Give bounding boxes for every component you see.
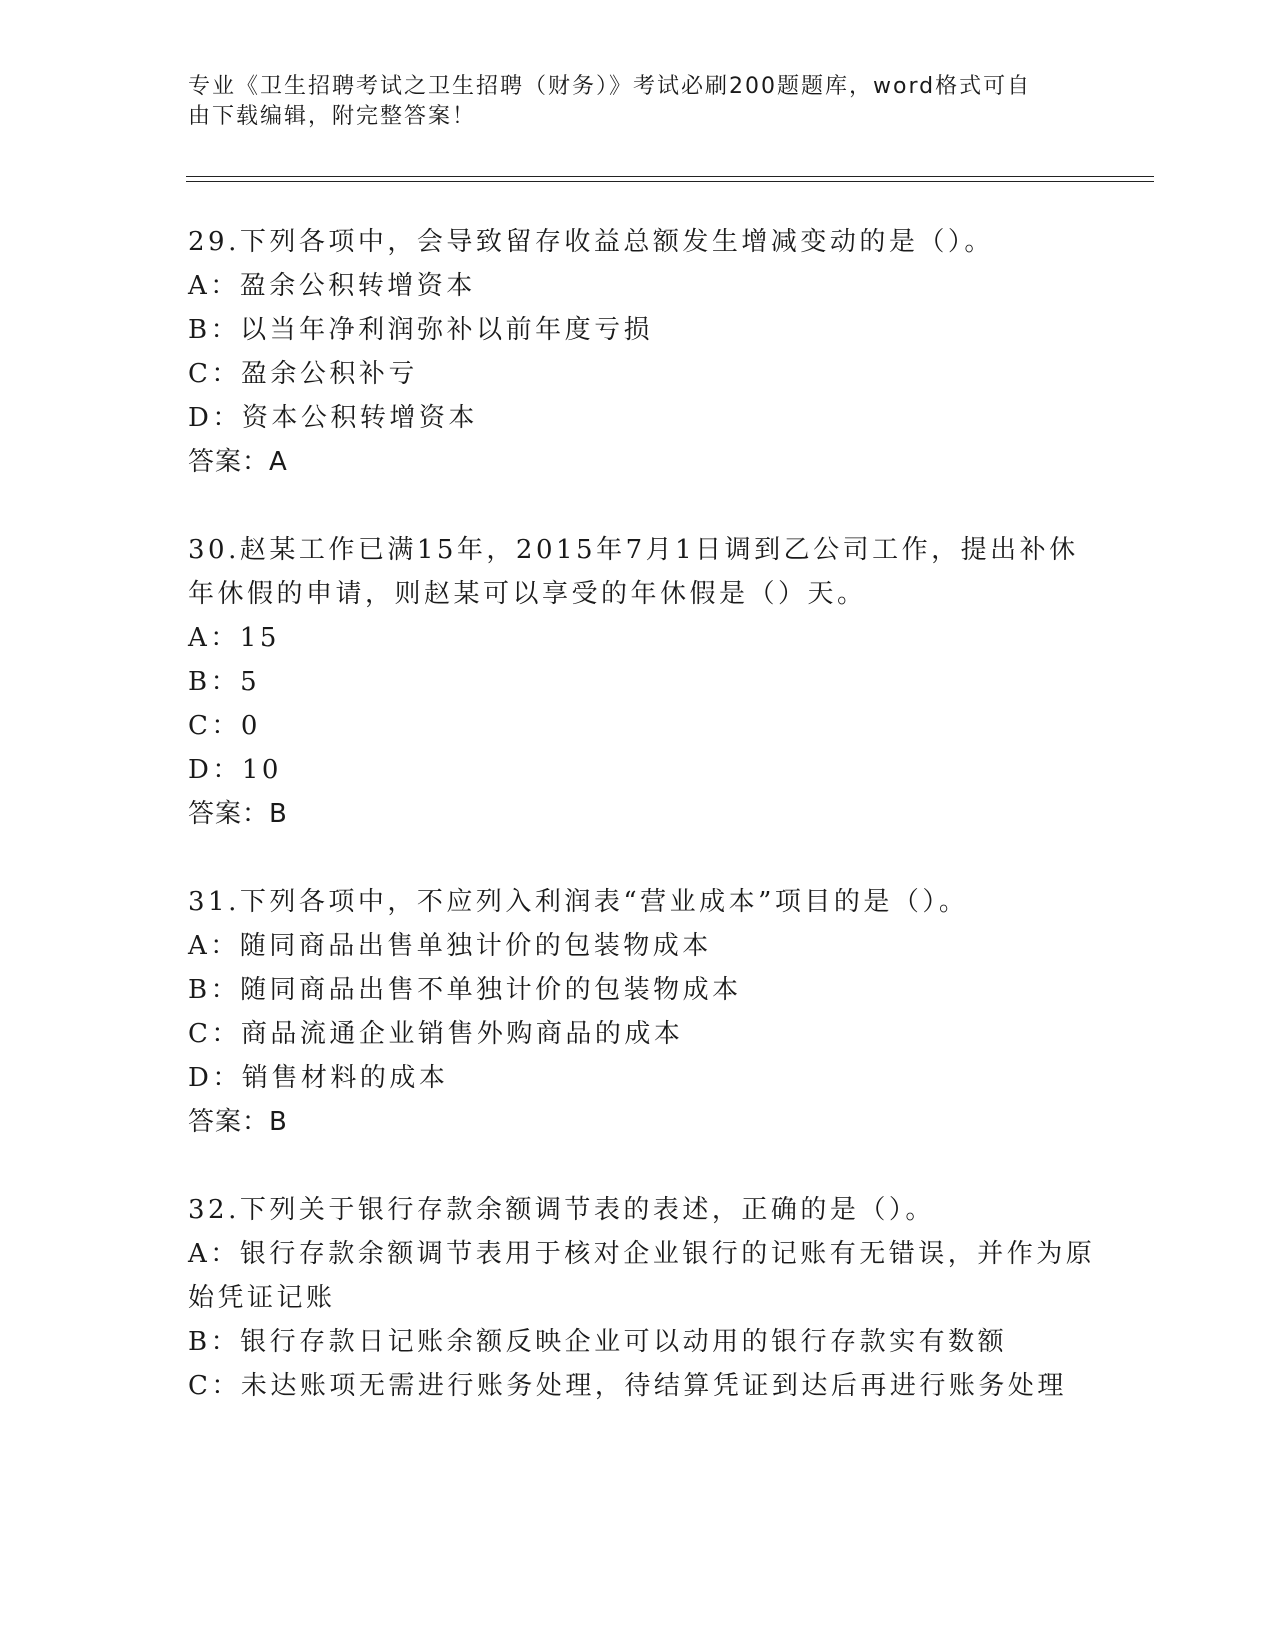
question-31-option-c: C：商品流通企业销售外购商品的成本	[188, 1019, 684, 1049]
header-divider-bottom	[186, 181, 1154, 182]
question-32-option-a-line-1: A：银行存款余额调节表用于核对企业银行的记账有无错误，并作为原	[188, 1239, 1096, 1269]
header-divider-top	[186, 176, 1154, 177]
question-31-option-a: A：随同商品出售单独计价的包装物成本	[188, 931, 712, 961]
question-29-stem: 29.下列各项中，会导致留存收益总额发生增减变动的是（）。	[188, 227, 994, 257]
question-32-option-c: C：未达账项无需进行账务处理，待结算凭证到达后再进行账务处理	[188, 1371, 1067, 1401]
question-29-option-b: B：以当年净利润弥补以前年度亏损	[188, 315, 654, 345]
header-line-1: 专业《卫生招聘考试之卫生招聘（财务）》考试必刷200题题库，word格式可自	[188, 74, 1032, 99]
question-29-option-d: D：资本公积转增资本	[188, 403, 478, 433]
question-30-stem-line-1: 30.赵某工作已满15年，2015年7月1日调到乙公司工作，提出补休	[188, 535, 1079, 565]
question-32-option-a-line-2: 始凭证记账	[188, 1283, 336, 1313]
question-31-stem: 31.下列各项中，不应列入利润表“营业成本”项目的是（）。	[188, 887, 969, 917]
question-30-option-d: D：10	[188, 755, 282, 785]
question-30-answer: 答案：B	[188, 799, 288, 829]
question-29-answer: 答案：A	[188, 447, 288, 477]
question-29-option-c: C：盈余公积补亏	[188, 359, 418, 389]
question-30-option-a: A：15	[188, 623, 280, 653]
question-29-option-a: A：盈余公积转增资本	[188, 271, 476, 301]
question-30-option-c: C：0	[188, 711, 261, 741]
question-32-option-b: B：银行存款日记账余额反映企业可以动用的银行存款实有数额	[188, 1327, 1008, 1357]
question-31-option-b: B：随同商品出售不单独计价的包装物成本	[188, 975, 742, 1005]
question-30-option-b: B：5	[188, 667, 261, 697]
question-32-stem: 32.下列关于银行存款余额调节表的表述，正确的是（）。	[188, 1195, 935, 1225]
question-31-answer: 答案：B	[188, 1107, 288, 1137]
header-line-2: 由下载编辑，附完整答案！	[188, 104, 477, 129]
question-31-option-d: D：销售材料的成本	[188, 1063, 449, 1093]
document-header	[188, 72, 1068, 132]
question-30-stem-line-2: 年休假的申请，则赵某可以享受的年休假是（）天。	[188, 579, 867, 609]
